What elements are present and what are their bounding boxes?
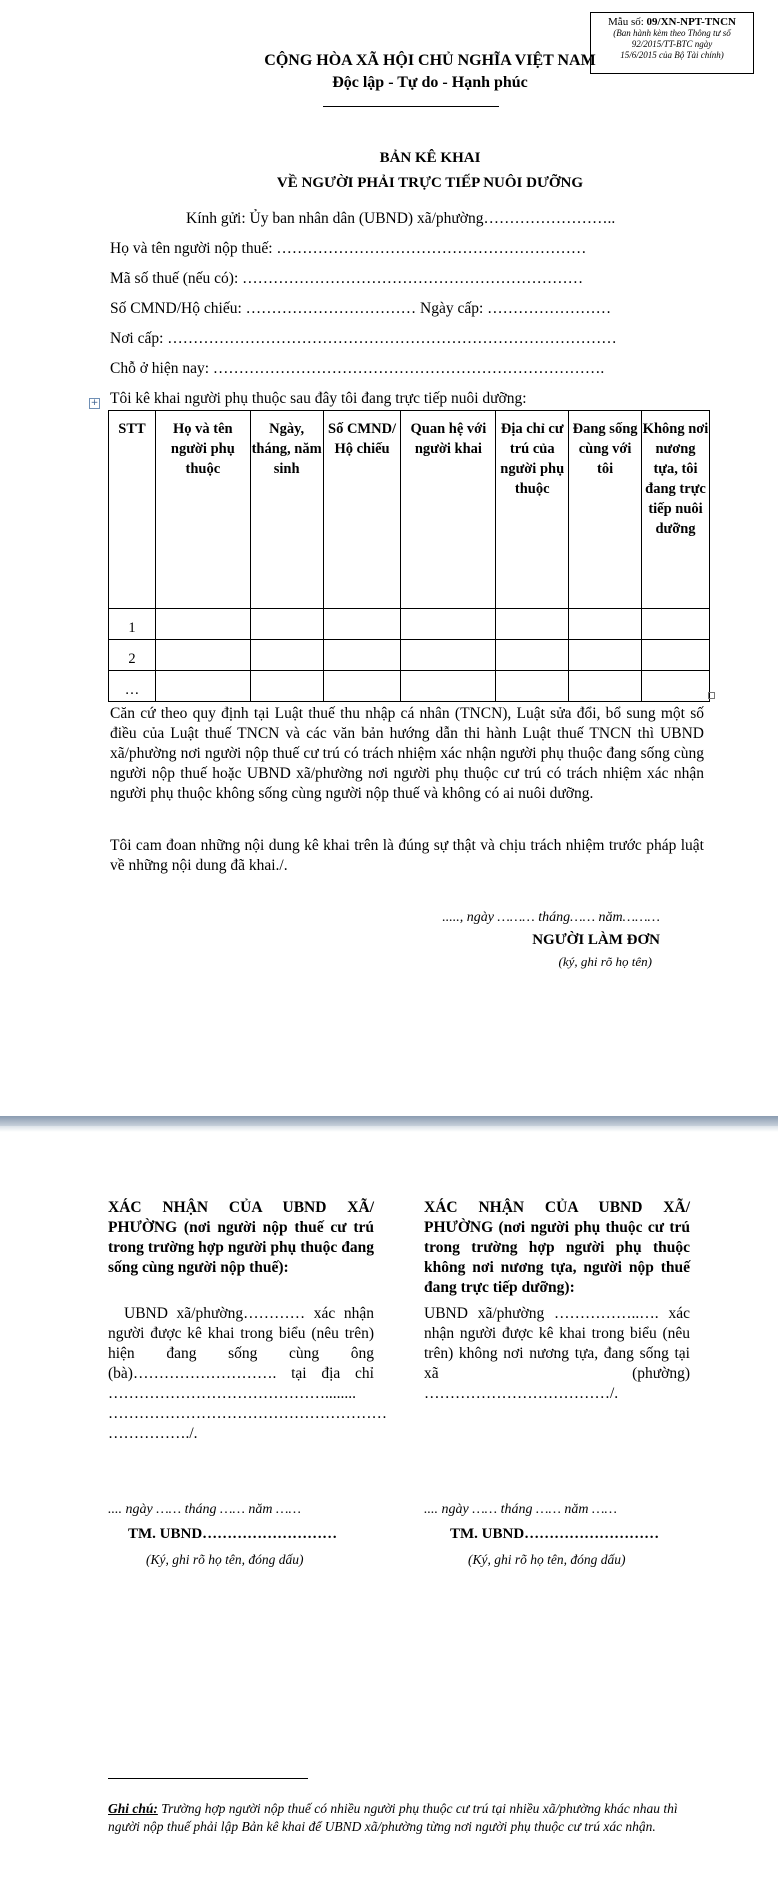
col-header-address: Địa chỉ cư trú của người phụ thuộc	[496, 411, 569, 609]
taxpayer-name-field[interactable]: Họ và tên người nộp thuế: ……………………………………………………	[110, 240, 587, 257]
table-cell[interactable]	[250, 671, 323, 702]
table-cell[interactable]	[569, 671, 642, 702]
right-tm-instruction: (Ký, ghi rõ họ tên, đóng dấu)	[468, 1552, 626, 1567]
table-cell[interactable]	[496, 640, 569, 671]
table-cell[interactable]	[569, 640, 642, 671]
nation-header: CỘNG HÒA XÃ HỘI CHỦ NGHĨA VIỆT NAM	[264, 52, 596, 69]
signature-instruction: (ký, ghi rõ họ tên)	[558, 954, 652, 969]
row-number: 1	[109, 609, 156, 640]
table-row	[109, 671, 710, 702]
commitment-paragraph: Tôi cam đoan những nội dung kê khai trên là đúng sự thật và chịu trách nhiệm trước pháp luật về những nội dung đã khai./.	[110, 837, 704, 874]
table-cell[interactable]	[496, 671, 569, 702]
footnote	[108, 1800, 700, 1836]
row-number: …	[109, 671, 156, 702]
current-address-field[interactable]: Chỗ ở hiện nay: ………………………………………………………………….	[110, 360, 605, 377]
tax-code-field[interactable]: Mã số thuế (nếu có): …………………………………………………………	[110, 270, 584, 287]
recipient-line[interactable]: Kính gửi: Ủy ban nhân dân (UBND) xã/phường……………………..	[186, 210, 616, 227]
table-cell[interactable]	[250, 640, 323, 671]
table-cell[interactable]	[401, 609, 496, 640]
right-confirmation-heading: XÁC NHẬN CỦA UBND XÃ/ PHƯỜNG (nơi người phụ thuộc cư trú trong trường hợp người phụ thuộc không nơi nương tựa, người nộp thuế đang trực tiếp dưỡng):	[424, 1199, 690, 1296]
id-number-field[interactable]: Số CMND/Hộ chiếu: …………………………… Ngày cấp: ……………………	[110, 300, 612, 317]
row-number: 2	[109, 640, 156, 671]
table-cell[interactable]	[401, 671, 496, 702]
legal-basis-paragraph: Căn cứ theo quy định tại Luật thuế thu nhập cá nhân (TNCN), Luật sửa đổi, bổ sung một số điều của Luật thuế TNCN và các văn bản hướng dẫn thi hành Luật thuế TNCN thì UBND xã/phường nơi người nộp thuế cư trú có trách nhiệm xác nhận người phụ thuộc đang sống cùng người nộp thuế hoặc UBND xã/phường nơi người phụ thuộc cư trú có trách nhiệm xác nhận người phụ thuộc không sống cùng người nộp thuế và không có ai nuôi dưỡng.	[110, 705, 704, 802]
right-tm-ubnd: TM. UBND………………………	[450, 1526, 660, 1542]
table-cell[interactable]	[642, 640, 710, 671]
left-confirmation-heading: XÁC NHẬN CỦA UBND XÃ/ PHƯỜNG (nơi người nộp thuế cư trú trong trường hợp người phụ thuộc đang sống cùng người nộp thuế):	[108, 1199, 374, 1276]
form-code-line3: 15/6/2015 của Bộ Tài chính)	[620, 50, 724, 60]
col-header-living-with: Đang sống cùng với tôi	[569, 411, 642, 609]
right-confirmation-body[interactable]: UBND xã/phường ……………..…. xác nhận người được kê khai trong biểu (nêu trên) không nơi nương tựa, đang sống tại xã (phường) ………………………………/.	[424, 1305, 690, 1402]
table-cell[interactable]	[642, 609, 710, 640]
table-cell[interactable]	[323, 609, 401, 640]
table-row	[109, 640, 710, 671]
table-cell[interactable]	[155, 640, 250, 671]
col-header-stt: STT	[109, 411, 156, 609]
page-break-separator	[0, 1116, 778, 1126]
right-date-line: .... ngày …… tháng …… năm ……	[424, 1502, 617, 1517]
col-header-no-support: Không nơi nương tựa, tôi đang trực tiếp nuôi dưỡng	[642, 411, 710, 609]
col-header-id: Số CMND/ Hộ chiếu	[323, 411, 401, 609]
footnote-label: Ghi chú:	[108, 1801, 158, 1816]
header-underline	[323, 106, 499, 107]
dependents-table	[108, 410, 710, 702]
document-subtitle: VỀ NGƯỜI PHẢI TRỰC TIẾP NUÔI DƯỠNG	[276, 175, 584, 191]
left-tm-ubnd: TM. UBND………………………	[128, 1526, 338, 1542]
table-resize-handle[interactable]	[708, 692, 715, 699]
document-title: BẢN KÊ KHAI	[379, 150, 481, 166]
table-cell[interactable]	[323, 671, 401, 702]
table-move-handle-icon[interactable]: +	[90, 398, 99, 408]
table-cell[interactable]	[496, 609, 569, 640]
issue-place-field[interactable]: Nơi cấp: ……………………………………………………………………………	[110, 330, 617, 347]
table-cell[interactable]	[155, 609, 250, 640]
dependents-intro: Tôi kê khai người phụ thuộc sau đây tôi đang trực tiếp nuôi dưỡng:	[110, 390, 527, 407]
table-cell[interactable]	[401, 640, 496, 671]
left-confirmation-body[interactable]: UBND xã/phường………… xác nhận người được kê khai trong biểu (nêu trên) hiện đang sống cùng ông (bà)………………………. tại địa chỉ ……………………………………........ ……………………………………………… ……………./.	[108, 1305, 387, 1442]
table-row	[109, 609, 710, 640]
left-tm-instruction: (Ký, ghi rõ họ tên, đóng dấu)	[146, 1552, 304, 1567]
col-header-relation: Quan hệ với người khai	[401, 411, 496, 609]
table-cell[interactable]	[569, 609, 642, 640]
table-cell[interactable]	[642, 671, 710, 702]
motto-header: Độc lập - Tự do - Hạnh phúc	[332, 74, 528, 91]
table-cell[interactable]	[155, 671, 250, 702]
form-code-line1: (Ban hành kèm theo Thông tư số	[613, 28, 731, 38]
signature-title: NGƯỜI LÀM ĐƠN	[532, 932, 660, 948]
left-date-line: .... ngày …… tháng …… năm ……	[108, 1502, 301, 1517]
page-break-shadow	[0, 1126, 778, 1132]
signature-date: ....., ngày ……… tháng…… năm………	[442, 910, 660, 925]
table-cell[interactable]	[250, 609, 323, 640]
form-code: Mẫu số: 09/XN-NPT-TNCN	[608, 16, 736, 28]
footnote-text: Trường hợp người nộp thuế có nhiều người phụ thuộc cư trú tại nhiều xã/phường khác nhau thì người nộp thuế phải lập Bản kê khai để UBND xã/phường từng nơi người phụ thuộc cư trú xác nhận.	[108, 1801, 678, 1834]
footnote-separator	[108, 1778, 308, 1779]
table-cell[interactable]	[323, 640, 401, 671]
form-code-line2: 92/2015/TT-BTC ngày	[631, 39, 713, 49]
col-header-name: Họ và tên người phụ thuộc	[155, 411, 250, 609]
col-header-dob: Ngày, tháng, năm sinh	[250, 411, 323, 609]
